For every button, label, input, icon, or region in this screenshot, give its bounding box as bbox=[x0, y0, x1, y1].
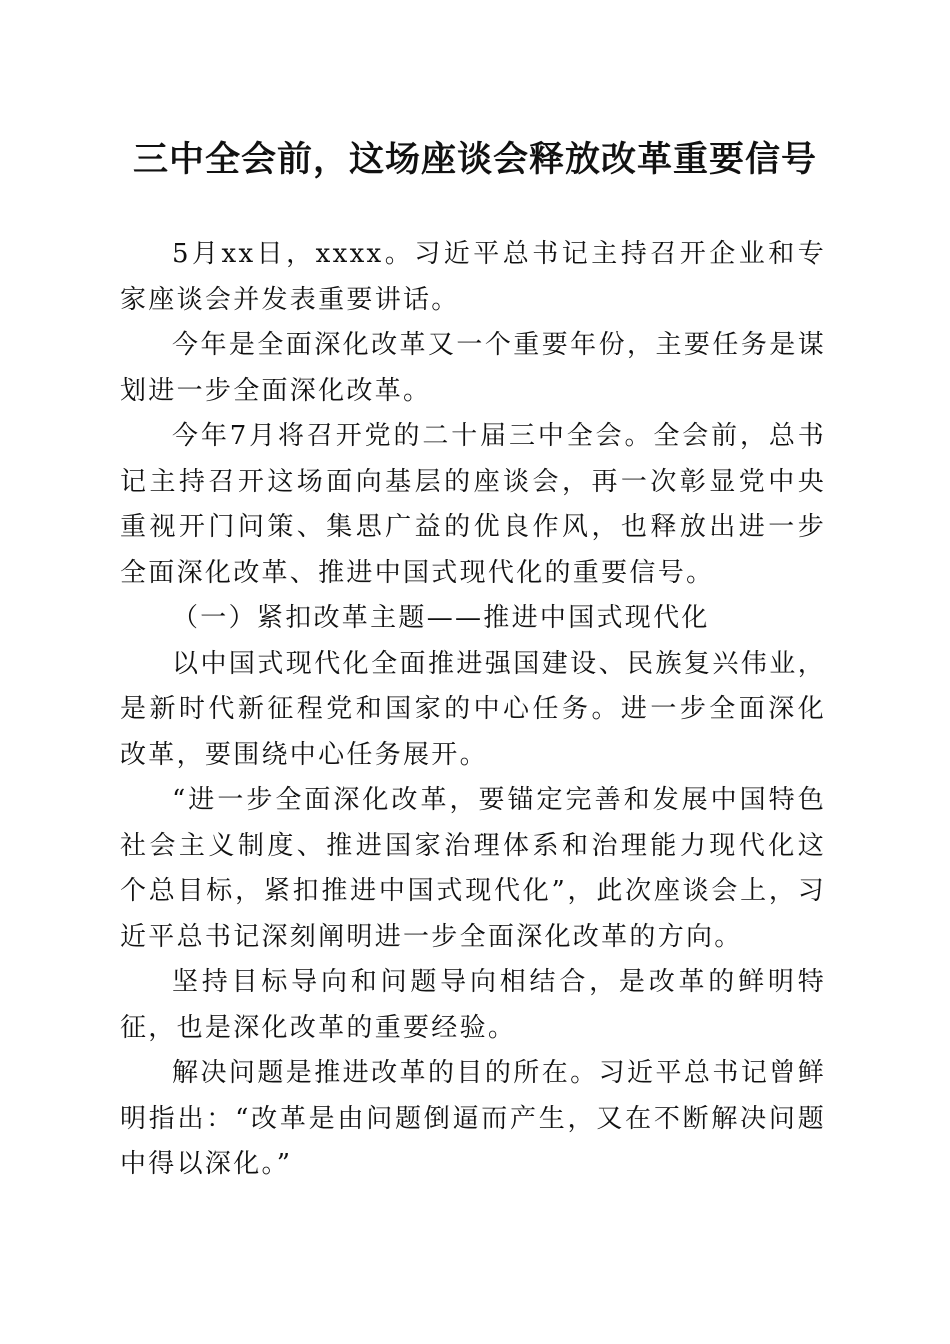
paragraph-1: 5月xx日，xxxx。习近平总书记主持召开企业和专家座谈会并发表重要讲话。 bbox=[120, 239, 826, 315]
paragraph-3: 今年7月将召开党的二十届三中全会。全会前，总书记主持召开这场面向基层的座谈会，再一次彰显党中央重视开门问策、集思广益的优良作风，也释放出进一步全面深化改革、推进中国式现代化的重要信号。 bbox=[120, 421, 826, 588]
paragraph-4: 以中国式现代化全面推进强国建设、民族复兴伟业，是新时代新征程党和国家的中心任务。进一步全面深化改革，要围绕中心任务展开。 bbox=[120, 648, 826, 770]
document-body bbox=[120, 232, 826, 1188]
document-title: 三中全会前，这场座谈会释放改革重要信号 bbox=[132, 139, 817, 180]
paragraph-7: 解决问题是推进改革的目的所在。习近平总书记曾鲜明指出：“改革是由问题倒逼而产生，又在不断解决问题中得以深化。” bbox=[120, 1058, 826, 1179]
section-heading: （一）紧扣改革主题——推进中国式现代化 bbox=[172, 603, 710, 633]
paragraph-2: 今年是全面深化改革又一个重要年份，主要任务是谋划进一步全面深化改革。 bbox=[120, 330, 826, 406]
paragraph-6: 坚持目标导向和问题导向相结合，是改革的鲜明特征，也是深化改革的重要经验。 bbox=[120, 967, 826, 1043]
paragraph-5: “进一步全面深化改革，要锚定完善和发展中国特色社会主义制度、推进国家治理体系和治理能力现代化这个总目标，紧扣推进中国式现代化”，此次座谈会上，习近平总书记深刻阐明进一步全面深化改革的方向。 bbox=[120, 785, 826, 952]
